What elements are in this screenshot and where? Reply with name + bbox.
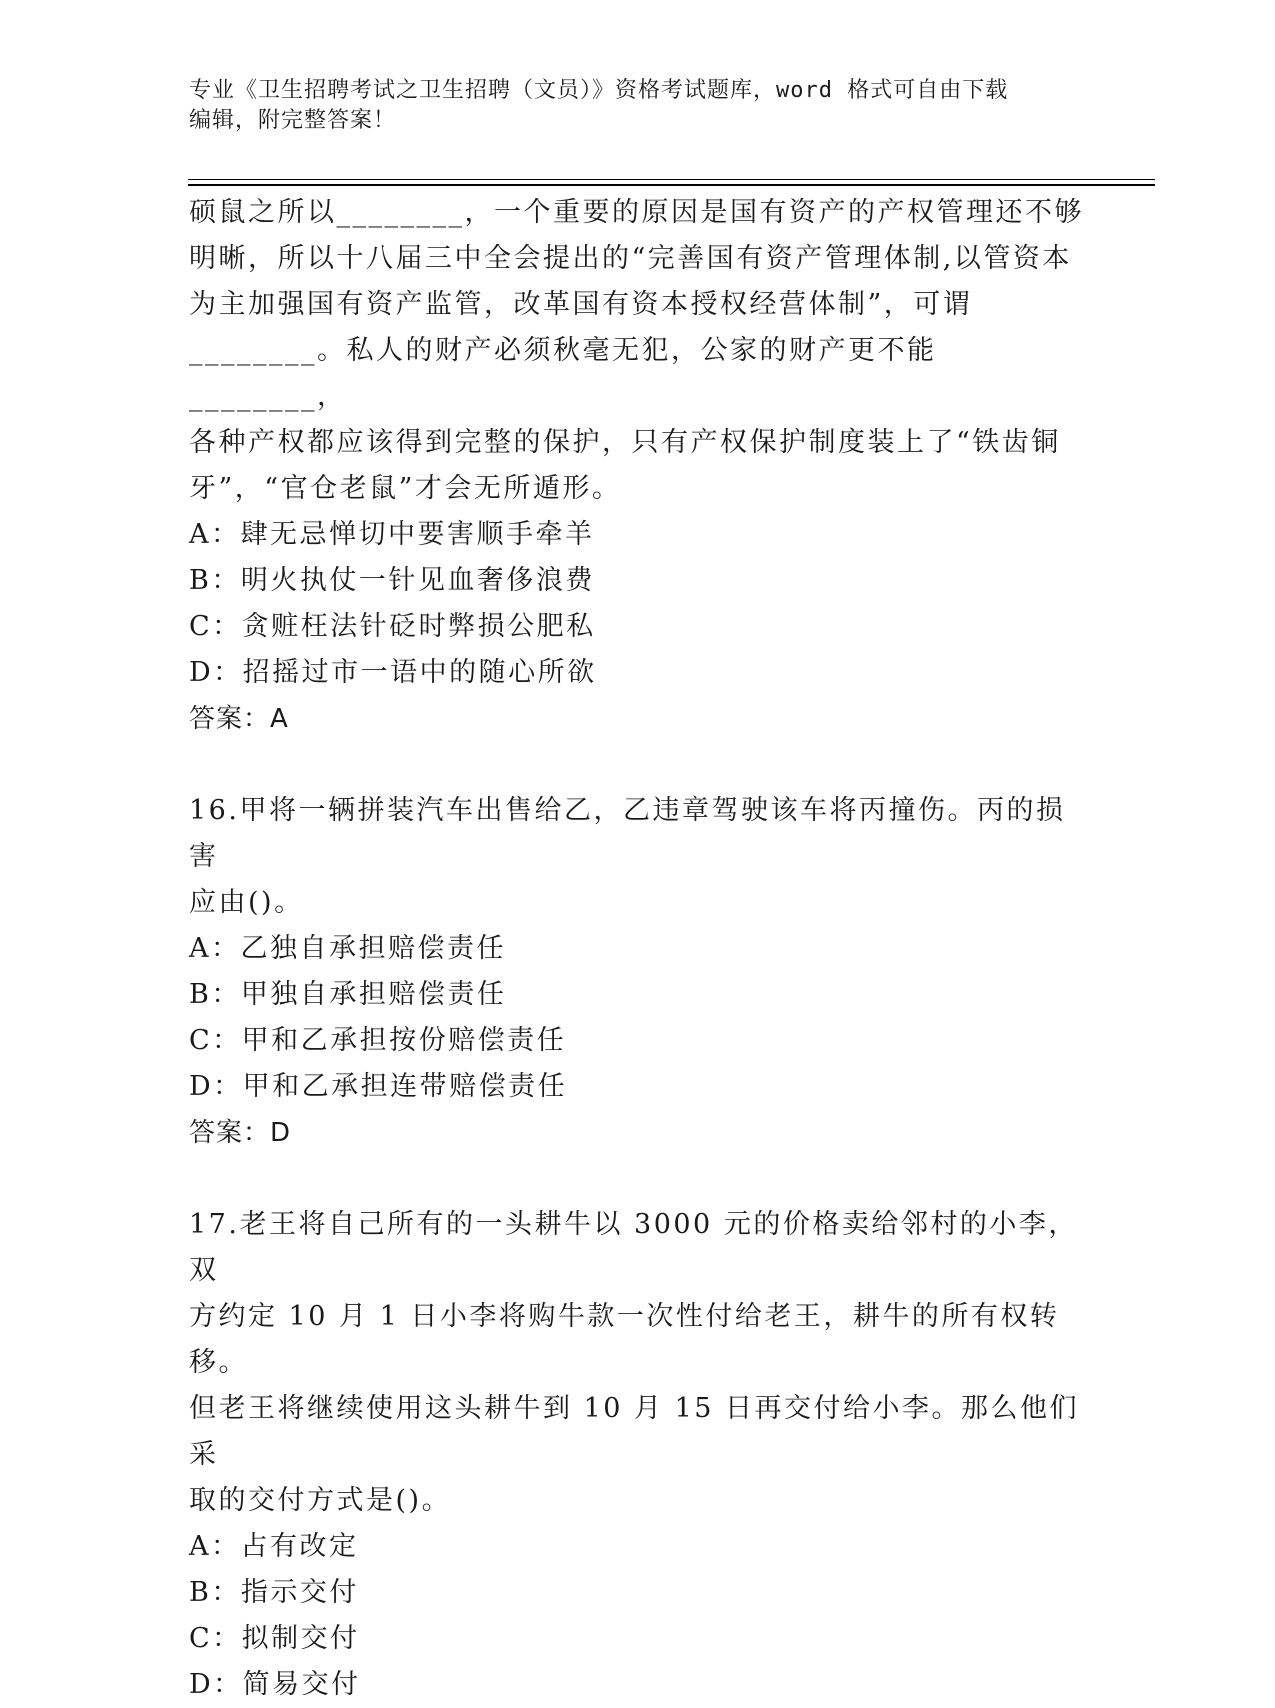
question-text-line: 为主加强国有资产监管，改革国有资本授权经营体制”，可谓: [189, 289, 973, 320]
option-d: D：招摇过市一语中的随心所欲: [189, 657, 597, 688]
question-text-line: 应由()。: [189, 887, 304, 918]
question-text-line: 方约定 10 月 1 日小李将购牛款一次性付给老王，耕牛的所有权转移。: [189, 1301, 1060, 1378]
question-15: [189, 190, 1089, 742]
question-text-line: 各种产权都应该得到完整的保护，只有产权保护制度装上了“铁齿铜: [189, 427, 1061, 458]
answer-line: 答案：D: [189, 1118, 292, 1148]
header-divider-thick: [188, 184, 1155, 186]
question-17: [189, 1202, 1089, 1708]
option-d: D：简易交付: [189, 1669, 361, 1700]
header-line-2: 编辑，附完整答案！: [189, 108, 397, 133]
option-a: A：肆无忌惮切中要害顺手牵羊: [189, 519, 595, 550]
question-text-line: 明晰，所以十八届三中全会提出的“完善国有资产管理体制,以管资本: [189, 243, 1072, 274]
option-a: A：乙独自承担赔偿责任: [189, 933, 506, 964]
option-c: C：贪赃枉法针砭时弊损公肥私: [189, 611, 596, 642]
option-d: D：甲和乙承担连带赔偿责任: [189, 1071, 568, 1102]
option-b: B：甲独自承担赔偿责任: [189, 979, 507, 1010]
answer-line: 答案：A: [189, 704, 289, 734]
option-c: C：甲和乙承担按份赔偿责任: [189, 1025, 567, 1056]
question-text-line: ________。私人的财产必须秋毫无犯，公家的财产更不能________，: [189, 335, 937, 412]
question-text-line: 牙”，“官仓老鼠”才会无所遁形。: [189, 473, 622, 504]
option-a: A：占有改定: [189, 1531, 359, 1562]
option-c: C：拟制交付: [189, 1623, 360, 1654]
question-text-line: 但老王将继续使用这头耕牛到 10 月 15 日再交付给小李。那么他们采: [189, 1393, 1080, 1470]
question-text-line: 硕鼠之所以________，一个重要的原因是国有资产的产权管理还不够: [189, 197, 1084, 228]
question-text-line: 16.甲将一辆拼装汽车出售给乙，乙违章驾驶该车将丙撞伤。丙的损害: [189, 795, 1066, 872]
header-line-1: 专业《卫生招聘考试之卫生招聘（文员）》资格考试题库，word 格式可自由下载: [189, 78, 1009, 103]
question-16: [189, 788, 1089, 1156]
question-text-line: 17.老王将自己所有的一头耕牛以 3000 元的价格卖给邻村的小李，双: [189, 1209, 1078, 1286]
header-divider-thin: [188, 179, 1155, 180]
option-b: B：指示交付: [189, 1577, 359, 1608]
document-header: [189, 76, 1089, 136]
option-b: B：明火执仗一针见血奢侈浪费: [189, 565, 595, 596]
question-list: [189, 190, 1089, 1708]
question-text-line: 取的交付方式是()。: [189, 1485, 452, 1516]
